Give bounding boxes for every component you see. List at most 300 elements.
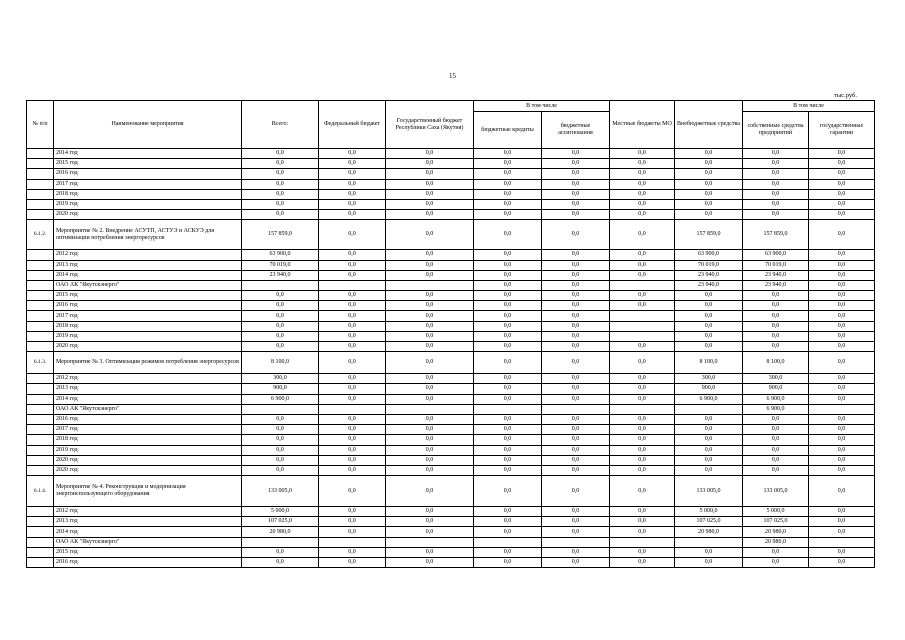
- cell-num: [27, 301, 54, 311]
- cell-total: 20 980,0: [242, 527, 319, 537]
- cell-cred: 0,0: [474, 425, 542, 435]
- cell-fed: 0,0: [319, 331, 386, 341]
- cell-local: [610, 537, 675, 547]
- cell-guar: 0,0: [809, 280, 875, 290]
- cell-local: 0,0: [610, 260, 675, 270]
- cell-state: 0,0: [386, 445, 474, 455]
- cell-off: 20 980,0: [675, 527, 743, 537]
- cell-total: 300,0: [242, 374, 319, 384]
- cell-own: 107 025,0: [743, 517, 809, 527]
- cell-cred: 0,0: [474, 260, 542, 270]
- cell-cred: 0,0: [474, 455, 542, 465]
- cell-cred: 0,0: [474, 270, 542, 280]
- cell-guar: 0,0: [809, 384, 875, 394]
- cell-own: 0,0: [743, 445, 809, 455]
- table-row: [27, 455, 875, 465]
- table-row: [27, 425, 875, 435]
- cell-off: 900,0: [675, 384, 743, 394]
- cell-own: 0,0: [743, 179, 809, 189]
- cell-local: 0,0: [610, 342, 675, 352]
- cell-cred: 0,0: [474, 149, 542, 159]
- cell-asg: 0,0: [542, 527, 610, 537]
- cell-num: [27, 537, 54, 547]
- cell-total: 5 000,0: [242, 507, 319, 517]
- cell-local: 0,0: [610, 220, 675, 250]
- cell-state: 0,0: [386, 476, 474, 507]
- table-row: [27, 465, 875, 475]
- cell-name: 2014 год: [54, 394, 242, 404]
- cell-asg: 0,0: [542, 445, 610, 455]
- cell-guar: 0,0: [809, 260, 875, 270]
- cell-total: 0,0: [242, 169, 319, 179]
- cell-name: 2016 год: [54, 414, 242, 424]
- header-federal: Федеральный бюджет: [319, 101, 386, 149]
- table-row: [27, 280, 875, 290]
- cell-num: [27, 169, 54, 179]
- cell-own: 0,0: [743, 558, 809, 568]
- cell-off: 0,0: [675, 169, 743, 179]
- cell-guar: 0,0: [809, 558, 875, 568]
- cell-off: 107 025,0: [675, 517, 743, 527]
- cell-name: Мероприятие № 2. Внедрение АСУТП, АСТУЭ и АСКУЭ для оптимизации потребления энергоресурсов: [54, 220, 242, 250]
- cell-guar: 0,0: [809, 220, 875, 250]
- table-row: [27, 210, 875, 220]
- cell-own: 70 019,0: [743, 260, 809, 270]
- cell-name: 2012 год: [54, 374, 242, 384]
- cell-guar: 0,0: [809, 291, 875, 301]
- cell-guar: 0,0: [809, 210, 875, 220]
- cell-off: [675, 537, 743, 547]
- cell-total: [242, 280, 319, 290]
- cell-cred: 0,0: [474, 352, 542, 374]
- cell-fed: 0,0: [319, 558, 386, 568]
- cell-local: 0,0: [610, 199, 675, 209]
- cell-state: 0,0: [386, 311, 474, 321]
- cell-cred: 0,0: [474, 435, 542, 445]
- cell-total: 23 940,0: [242, 270, 319, 280]
- cell-num: [27, 342, 54, 352]
- cell-total: [242, 404, 319, 414]
- cell-fed: 0,0: [319, 455, 386, 465]
- cell-fed: 0,0: [319, 270, 386, 280]
- cell-fed: 0,0: [319, 179, 386, 189]
- table-row: [27, 435, 875, 445]
- cell-num: [27, 199, 54, 209]
- cell-asg: 0,0: [542, 159, 610, 169]
- cell-cred: 0,0: [474, 465, 542, 475]
- cell-own: 0,0: [743, 425, 809, 435]
- cell-total: 0,0: [242, 199, 319, 209]
- cell-name: 2012 год: [54, 507, 242, 517]
- cell-num: [27, 465, 54, 475]
- cell-asg: 0,0: [542, 250, 610, 260]
- cell-off: 0,0: [675, 179, 743, 189]
- cell-fed: 0,0: [319, 435, 386, 445]
- header-state-budget: Государственный бюджет Республики Саха (Якутия): [386, 101, 474, 149]
- cell-name: 2017 год: [54, 311, 242, 321]
- cell-total: 0,0: [242, 189, 319, 199]
- header-local: Местные бюджеты МО: [610, 101, 675, 149]
- table-row: [27, 301, 875, 311]
- table-row: [27, 331, 875, 341]
- cell-own: 0,0: [743, 291, 809, 301]
- cell-name: 2020 год: [54, 465, 242, 475]
- cell-name: 2015 год: [54, 291, 242, 301]
- cell-asg: 0,0: [542, 189, 610, 199]
- cell-local: 0,0: [610, 517, 675, 527]
- cell-own: 0,0: [743, 414, 809, 424]
- cell-num: [27, 517, 54, 527]
- cell-fed: 0,0: [319, 342, 386, 352]
- cell-fed: 0,0: [319, 311, 386, 321]
- header-credits: бюджетные кредиты: [474, 112, 542, 149]
- cell-local: [610, 321, 675, 331]
- cell-state: 0,0: [386, 558, 474, 568]
- cell-off: 23 940,0: [675, 280, 743, 290]
- cell-total: 0,0: [242, 445, 319, 455]
- cell-fed: 0,0: [319, 301, 386, 311]
- cell-off: 6 900,0: [675, 394, 743, 404]
- cell-cred: 0,0: [474, 250, 542, 260]
- cell-total: 0,0: [242, 179, 319, 189]
- cell-local: 0,0: [610, 270, 675, 280]
- cell-guar: 0,0: [809, 435, 875, 445]
- cell-state: 0,0: [386, 384, 474, 394]
- cell-state: 0,0: [386, 210, 474, 220]
- cell-guar: 0,0: [809, 301, 875, 311]
- cell-asg: 0,0: [542, 517, 610, 527]
- cell-local: 0,0: [610, 507, 675, 517]
- cell-local: 0,0: [610, 210, 675, 220]
- cell-guar: 0,0: [809, 342, 875, 352]
- cell-guar: 0,0: [809, 425, 875, 435]
- table-row: [27, 311, 875, 321]
- cell-asg: 0,0: [542, 220, 610, 250]
- cell-num: [27, 280, 54, 290]
- cell-own: 6 900,0: [743, 404, 809, 414]
- cell-guar: 0,0: [809, 527, 875, 537]
- cell-guar: 0,0: [809, 250, 875, 260]
- cell-cred: 0,0: [474, 220, 542, 250]
- cell-fed: 0,0: [319, 220, 386, 250]
- cell-asg: 0,0: [542, 301, 610, 311]
- cell-name: 2012 год: [54, 250, 242, 260]
- table-body: [27, 149, 875, 568]
- cell-asg: 0,0: [542, 455, 610, 465]
- cell-cred: 0,0: [474, 331, 542, 341]
- cell-num: [27, 435, 54, 445]
- cell-local: 0,0: [610, 435, 675, 445]
- cell-asg: 0,0: [542, 260, 610, 270]
- cell-guar: 0,0: [809, 179, 875, 189]
- cell-guar: 0,0: [809, 476, 875, 507]
- cell-own: 6 900,0: [743, 394, 809, 404]
- cell-name: 2017 год: [54, 179, 242, 189]
- cell-fed: 0,0: [319, 352, 386, 374]
- cell-name: 2016 год: [54, 558, 242, 568]
- cell-own: 0,0: [743, 210, 809, 220]
- cell-asg: 0,0: [542, 179, 610, 189]
- cell-fed: 0,0: [319, 547, 386, 557]
- cell-off: 0,0: [675, 445, 743, 455]
- cell-state: 0,0: [386, 260, 474, 270]
- cell-total: 0,0: [242, 425, 319, 435]
- cell-fed: 0,0: [319, 507, 386, 517]
- cell-state: 0,0: [386, 220, 474, 250]
- cell-state: 0,0: [386, 547, 474, 557]
- table-row: [27, 547, 875, 557]
- cell-off: 0,0: [675, 149, 743, 159]
- cell-own: 63 900,0: [743, 250, 809, 260]
- cell-own: 23 940,0: [743, 270, 809, 280]
- cell-cred: [474, 404, 542, 414]
- cell-guar: 0,0: [809, 321, 875, 331]
- cell-state: 0,0: [386, 517, 474, 527]
- cell-state: 0,0: [386, 291, 474, 301]
- cell-own: 0,0: [743, 311, 809, 321]
- cell-off: 63 900,0: [675, 250, 743, 260]
- cell-state: 0,0: [386, 352, 474, 374]
- table-row: [27, 507, 875, 517]
- table-row: [27, 260, 875, 270]
- table-row: [27, 149, 875, 159]
- cell-off: 133 005,0: [675, 476, 743, 507]
- table-row: [27, 476, 875, 507]
- cell-fed: 0,0: [319, 291, 386, 301]
- cell-guar: 0,0: [809, 169, 875, 179]
- cell-state: 0,0: [386, 270, 474, 280]
- cell-total: 0,0: [242, 321, 319, 331]
- cell-cred: 0,0: [474, 291, 542, 301]
- header-offbudget: Внебюджетные средства: [675, 101, 743, 149]
- table-row: [27, 414, 875, 424]
- header-assignments: бюджетные ассигнования: [542, 112, 610, 149]
- cell-state: 0,0: [386, 507, 474, 517]
- cell-guar: 0,0: [809, 270, 875, 280]
- cell-num: [27, 311, 54, 321]
- cell-guar: 0,0: [809, 465, 875, 475]
- cell-num: 6.1.3.: [27, 352, 54, 374]
- cell-state: [386, 404, 474, 414]
- cell-num: [27, 321, 54, 331]
- cell-guar: 0,0: [809, 507, 875, 517]
- cell-cred: 0,0: [474, 445, 542, 455]
- cell-own: 20 980,0: [743, 527, 809, 537]
- cell-cred: 0,0: [474, 311, 542, 321]
- table-row: [27, 342, 875, 352]
- cell-own: 900,0: [743, 384, 809, 394]
- cell-num: [27, 507, 54, 517]
- cell-fed: 0,0: [319, 210, 386, 220]
- cell-state: 0,0: [386, 179, 474, 189]
- cell-off: 0,0: [675, 547, 743, 557]
- cell-own: 0,0: [743, 169, 809, 179]
- cell-total: 63 900,0: [242, 250, 319, 260]
- cell-asg: 0,0: [542, 465, 610, 475]
- cell-guar: 0,0: [809, 517, 875, 527]
- cell-local: 0,0: [610, 476, 675, 507]
- cell-fed: 0,0: [319, 517, 386, 527]
- header-including-2: В том числе: [743, 101, 875, 112]
- cell-name: 2014 год: [54, 270, 242, 280]
- table-row: [27, 558, 875, 568]
- cell-local: 0,0: [610, 352, 675, 374]
- cell-asg: 0,0: [542, 476, 610, 507]
- cell-cred: [474, 537, 542, 547]
- cell-local: 0,0: [610, 291, 675, 301]
- table-row: [27, 179, 875, 189]
- cell-total: 70 019,0: [242, 260, 319, 270]
- cell-own: 0,0: [743, 465, 809, 475]
- cell-asg: 0,0: [542, 547, 610, 557]
- cell-state: 0,0: [386, 425, 474, 435]
- cell-own: 0,0: [743, 189, 809, 199]
- cell-fed: 0,0: [319, 414, 386, 424]
- cell-local: 0,0: [610, 394, 675, 404]
- cell-asg: 0,0: [542, 199, 610, 209]
- cell-local: [610, 280, 675, 290]
- cell-asg: 0,0: [542, 149, 610, 159]
- cell-total: 900,0: [242, 384, 319, 394]
- cell-cred: 0,0: [474, 558, 542, 568]
- cell-own: 8 100,0: [743, 352, 809, 374]
- cell-num: [27, 394, 54, 404]
- cell-total: 0,0: [242, 331, 319, 341]
- cell-own: 0,0: [743, 455, 809, 465]
- cell-asg: 0,0: [542, 352, 610, 374]
- cell-own: 0,0: [743, 159, 809, 169]
- table-row: [27, 527, 875, 537]
- cell-total: 0,0: [242, 149, 319, 159]
- cell-off: 0,0: [675, 189, 743, 199]
- cell-total: 0,0: [242, 455, 319, 465]
- cell-state: 0,0: [386, 527, 474, 537]
- cell-state: 0,0: [386, 250, 474, 260]
- cell-name: 2018 год: [54, 321, 242, 331]
- cell-fed: 0,0: [319, 149, 386, 159]
- cell-total: 0,0: [242, 558, 319, 568]
- cell-state: 0,0: [386, 301, 474, 311]
- cell-state: 0,0: [386, 199, 474, 209]
- cell-fed: 0,0: [319, 199, 386, 209]
- cell-cred: 0,0: [474, 321, 542, 331]
- table-row: [27, 169, 875, 179]
- table-row: [27, 352, 875, 374]
- cell-off: 0,0: [675, 414, 743, 424]
- cell-off: 0,0: [675, 301, 743, 311]
- cell-total: 0,0: [242, 311, 319, 321]
- cell-name: 2014 год: [54, 527, 242, 537]
- cell-local: 0,0: [610, 455, 675, 465]
- cell-off: [675, 404, 743, 414]
- cell-asg: 0,0: [542, 425, 610, 435]
- cell-name: 2020 год: [54, 210, 242, 220]
- cell-num: [27, 404, 54, 414]
- cell-off: 0,0: [675, 159, 743, 169]
- cell-total: 0,0: [242, 435, 319, 445]
- cell-cred: 0,0: [474, 374, 542, 384]
- table-row: [27, 250, 875, 260]
- cell-own: 0,0: [743, 321, 809, 331]
- cell-name: 2013 год: [54, 517, 242, 527]
- header-num: № п/п: [27, 101, 54, 149]
- cell-off: 0,0: [675, 199, 743, 209]
- cell-off: 0,0: [675, 210, 743, 220]
- cell-cred: 0,0: [474, 210, 542, 220]
- cell-num: [27, 291, 54, 301]
- cell-fed: 0,0: [319, 384, 386, 394]
- cell-name: 2018 год: [54, 435, 242, 445]
- cell-fed: [319, 404, 386, 414]
- cell-num: [27, 547, 54, 557]
- cell-state: 0,0: [386, 149, 474, 159]
- cell-off: 0,0: [675, 311, 743, 321]
- cell-asg: 0,0: [542, 558, 610, 568]
- cell-state: 0,0: [386, 331, 474, 341]
- cell-own: 133 005,0: [743, 476, 809, 507]
- cell-local: 0,0: [610, 527, 675, 537]
- cell-state: 0,0: [386, 169, 474, 179]
- cell-name: 2017 год: [54, 425, 242, 435]
- cell-name: ОАО АК "Якутскэнерго": [54, 280, 242, 290]
- cell-off: 5 000,0: [675, 507, 743, 517]
- cell-num: [27, 270, 54, 280]
- cell-state: 0,0: [386, 394, 474, 404]
- cell-local: [610, 404, 675, 414]
- cell-num: [27, 149, 54, 159]
- cell-fed: 0,0: [319, 394, 386, 404]
- cell-cred: 0,0: [474, 179, 542, 189]
- table-row: [27, 404, 875, 414]
- cell-name: 2016 год: [54, 169, 242, 179]
- cell-cred: 0,0: [474, 280, 542, 290]
- cell-own: 0,0: [743, 301, 809, 311]
- cell-name: 2013 год: [54, 384, 242, 394]
- cell-local: [610, 331, 675, 341]
- table-row: [27, 189, 875, 199]
- cell-total: 0,0: [242, 465, 319, 475]
- cell-own: 0,0: [743, 342, 809, 352]
- cell-total: 8 100,0: [242, 352, 319, 374]
- cell-asg: 0,0: [542, 291, 610, 301]
- cell-name: 2015 год: [54, 547, 242, 557]
- cell-num: [27, 455, 54, 465]
- cell-local: 0,0: [610, 149, 675, 159]
- table-row: [27, 384, 875, 394]
- cell-state: 0,0: [386, 414, 474, 424]
- table-row: [27, 291, 875, 301]
- cell-asg: [542, 537, 610, 547]
- cell-fed: [319, 537, 386, 547]
- cell-asg: 0,0: [542, 280, 610, 290]
- cell-off: 0,0: [675, 291, 743, 301]
- cell-asg: 0,0: [542, 331, 610, 341]
- cell-num: [27, 445, 54, 455]
- cell-own: 157 859,0: [743, 220, 809, 250]
- cell-off: 8 100,0: [675, 352, 743, 374]
- cell-fed: 0,0: [319, 169, 386, 179]
- cell-guar: 0,0: [809, 455, 875, 465]
- unit-label: тыс.руб.: [834, 92, 857, 99]
- cell-cred: 0,0: [474, 169, 542, 179]
- cell-asg: 0,0: [542, 210, 610, 220]
- cell-fed: 0,0: [319, 374, 386, 384]
- cell-name: Мероприятие № 3. Оптимизация режимов потребления энергоресурсов: [54, 352, 242, 374]
- cell-num: [27, 189, 54, 199]
- cell-fed: 0,0: [319, 476, 386, 507]
- cell-cred: 0,0: [474, 517, 542, 527]
- cell-asg: [542, 404, 610, 414]
